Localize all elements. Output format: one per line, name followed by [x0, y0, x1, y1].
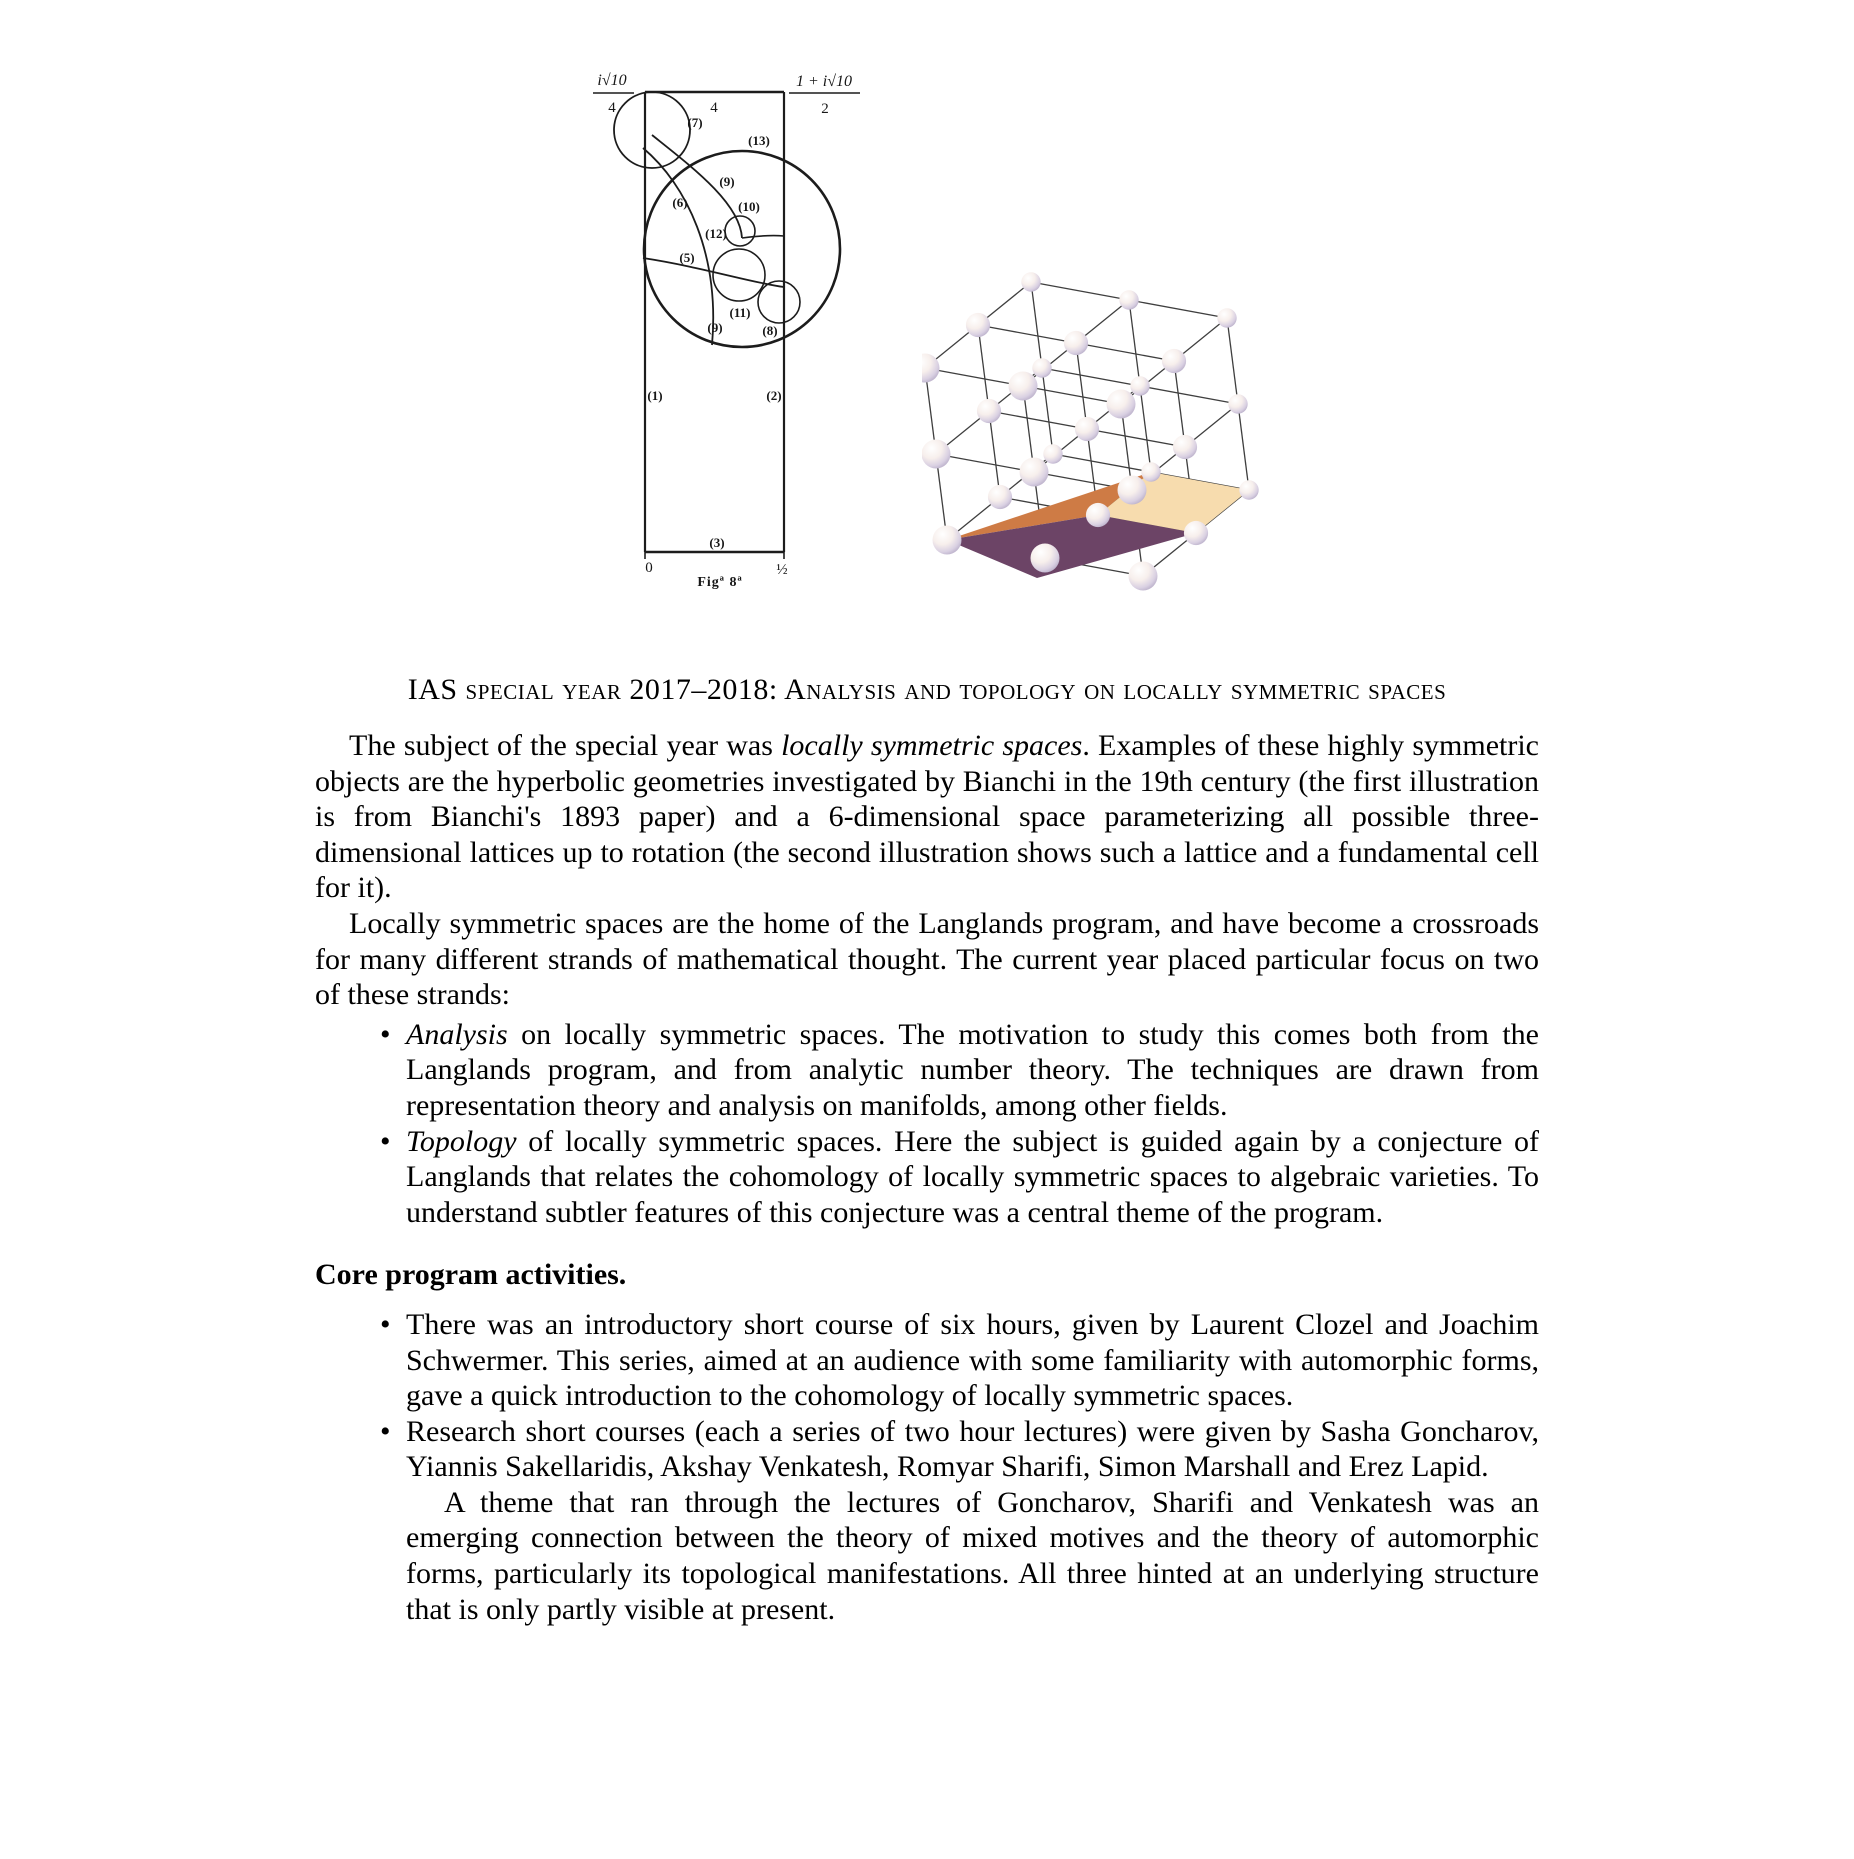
- lattice-sphere: [922, 440, 951, 469]
- paragraph-intro-pre: The subject of the special year was: [349, 729, 782, 762]
- bianchi-region-label-6: (6): [672, 195, 688, 210]
- bianchi-half-label: ½: [776, 562, 788, 578]
- lattice-sphere: [1119, 290, 1138, 309]
- lattice-sphere: [1141, 462, 1160, 481]
- list-item-research-courses: [380, 1414, 1539, 1485]
- bianchi-origin-label: 0: [645, 560, 653, 576]
- lattice-edge: [1087, 429, 1185, 447]
- bianchi-caption: Figª 8ª: [697, 575, 743, 590]
- list-item-topology: [380, 1124, 1539, 1231]
- lattice-sphere: [977, 399, 1001, 423]
- lattice-sphere: [1032, 358, 1051, 377]
- lattice-sphere: [1021, 272, 1040, 291]
- activities-list: [315, 1307, 1539, 1485]
- lattice-edge: [1023, 386, 1121, 404]
- lattice-sphere: [1228, 394, 1247, 413]
- bianchi-figure: [592, 55, 864, 595]
- bianchi-region-label-9a: (9): [719, 174, 735, 189]
- bianchi-figure-svg: [592, 55, 864, 590]
- lattice-sphere: [988, 485, 1012, 509]
- figures-row: [0, 0, 1854, 605]
- axis-label-top-middle: 4: [710, 100, 718, 116]
- lattice-sphere: [1130, 376, 1149, 395]
- bullet-icon: •: [380, 1017, 391, 1051]
- bianchi-region-label-7: (7): [687, 115, 703, 130]
- lattice-edge: [989, 411, 1000, 497]
- lattice-figure-svg: [922, 220, 1262, 600]
- paragraph-intro-post: . Examples of these highly symmetric objects are the hyperbolic geometries investigated by Bianchi in the 19th century (the first illustration is from Bianchi's 1893 paper) and a 6-dimensional space parameterizing all possible three-dimensional lattices up to rotation (the second illustration shows such a lattice and a fundamental cell for it).: [315, 729, 1539, 905]
- paragraph-intro: [315, 728, 1539, 906]
- lattice-edge: [1174, 361, 1185, 447]
- lattice-edge: [1031, 282, 1042, 368]
- lattice-sphere: [1043, 444, 1062, 463]
- lattice-edge: [1076, 343, 1174, 361]
- bullet-icon: •: [380, 1124, 391, 1158]
- list-item-text: on locally symmetric spaces. The motivation to study this comes both from the Langlands program, and from analytic number theory. The techniques are drawn from representation theory and analysis on manifolds, among other fields.: [406, 1017, 1539, 1122]
- bianchi-arc-connector: [742, 236, 784, 238]
- lattice-sphere: [1086, 503, 1110, 527]
- lattice-edge: [936, 454, 1034, 472]
- axis-label-left-denominator: 4: [608, 100, 616, 116]
- paragraph-strands: Locally symmetric spaces are the home of the Langlands program, and have become a crossroads for many different strands of mathematical thought. The current year placed particular focus on two of these strands:: [315, 906, 1539, 1012]
- lattice-sphere: [1129, 562, 1158, 591]
- lattice-edge: [989, 411, 1087, 429]
- bianchi-region-label-10: (10): [738, 199, 760, 214]
- axis-label-right-denominator: 2: [821, 101, 829, 117]
- bianchi-region-label-11: (11): [729, 305, 751, 320]
- lattice-sphere: [933, 526, 962, 555]
- lattice-sphere: [1009, 372, 1038, 401]
- lattice-sphere: [1107, 390, 1136, 419]
- lattice-edge: [1053, 454, 1151, 472]
- axis-label-left-numerator: i√10: [597, 72, 627, 89]
- lattice-edge: [1140, 386, 1238, 404]
- page-title: IAS special year 2017–2018: Analysis and topology on locally symmetric spaces: [407, 673, 1447, 706]
- lattice-sphere: [1075, 417, 1099, 441]
- lattice-sphere: [1118, 476, 1147, 505]
- bianchi-region-label-12: (12): [705, 226, 727, 241]
- list-item-text: Research short courses (each a series of two hour lectures) were given by Sasha Goncharov, Yiannis Sakellaridis, Akshay Venkatesh, Romyar Sharifi, Simon Marshall and Erez Lapid.: [406, 1414, 1539, 1484]
- document-body: [315, 728, 1539, 1627]
- list-item-text: of locally symmetric spaces. Here the subject is guided again by a conjecture of Langlands that relates the cohomology of locally symmetric spaces to algebraic varieties. To understand subtler features of this conjecture was a central theme of the program.: [406, 1124, 1539, 1229]
- lattice-edge: [1129, 300, 1140, 386]
- bianchi-region-label-5: (5): [679, 250, 695, 265]
- lattice-edge: [1076, 343, 1087, 429]
- bianchi-region-label-8: (8): [762, 323, 778, 338]
- list-item-lead: Topology: [406, 1124, 517, 1158]
- list-item-text: There was an introductory short course of six hours, given by Laurent Clozel and Joachim Schwermer. This series, aimed at an audience with some familiarity with automorphic forms, gave a quick introduction to the cohomology of locally symmetric spaces.: [406, 1307, 1539, 1413]
- lattice-sphere: [1064, 331, 1088, 355]
- lattice-sphere: [1031, 544, 1060, 573]
- lattice-edge: [1042, 368, 1053, 454]
- bianchi-circle-11: [713, 249, 765, 301]
- lattice-sphere: [1173, 435, 1197, 459]
- lattice-edge: [978, 325, 1076, 343]
- bianchi-region-label-1: (1): [647, 388, 663, 403]
- lattice-figure: [922, 220, 1262, 605]
- strand-list: [315, 1017, 1539, 1231]
- section-heading: Core program activities.: [315, 1258, 627, 1292]
- bianchi-region-label-3: (3): [709, 535, 725, 550]
- bianchi-region-label-2: (2): [766, 388, 782, 403]
- lattice-edge: [978, 325, 989, 411]
- lattice-sphere: [1217, 308, 1236, 327]
- closing-paragraph: A theme that ran through the lectures of Goncharov, Sharifi and Venkatesh was an emerging connection between the theory of mixed motives and the theory of automorphic forms, particularly its topological manifestations. All three hinted at an underlying structure that is only partly visible at present.: [406, 1485, 1539, 1626]
- list-item-short-course: [380, 1307, 1539, 1414]
- lattice-sphere: [1184, 521, 1208, 545]
- lattice-edge: [1227, 318, 1238, 404]
- lattice-sphere: [966, 313, 990, 337]
- lattice-edge: [1238, 404, 1249, 490]
- lattice-edge: [1129, 300, 1227, 318]
- list-item-analysis: [380, 1017, 1539, 1124]
- lattice-edge: [1031, 282, 1129, 300]
- bianchi-circle-10-12: [725, 216, 755, 246]
- bianchi-region-label-9b: (9): [707, 320, 723, 335]
- lattice-sphere: [1239, 480, 1258, 499]
- lattice-edge: [1140, 386, 1151, 472]
- lattice-sphere: [1020, 458, 1049, 487]
- bullet-icon: •: [380, 1414, 391, 1448]
- bianchi-circle-8: [758, 281, 800, 323]
- lattice-edge: [925, 368, 1023, 386]
- bullet-icon: •: [380, 1307, 391, 1341]
- paragraph-intro-italic: locally symmetric spaces: [781, 729, 1083, 762]
- lattice-sphere: [1162, 349, 1186, 373]
- list-item-lead: Analysis: [406, 1017, 508, 1051]
- axis-label-right-numerator: 1 + i√10: [795, 73, 853, 90]
- lattice-edge: [1042, 368, 1140, 386]
- bianchi-region-label-13: (13): [748, 133, 770, 148]
